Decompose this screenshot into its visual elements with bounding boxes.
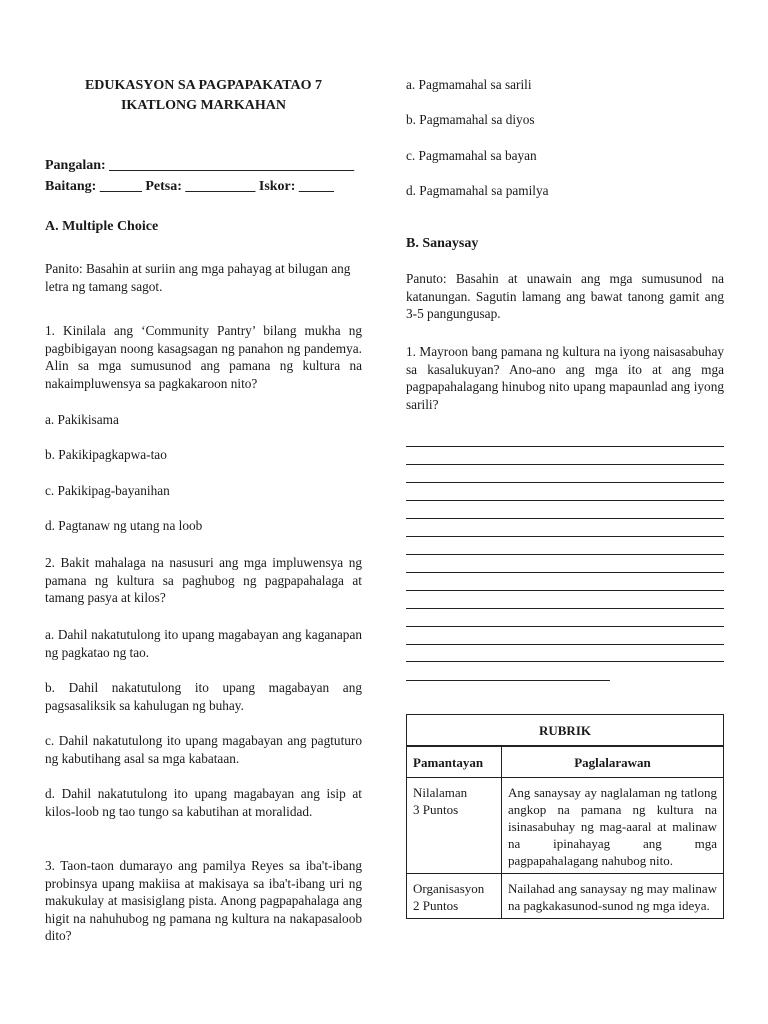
question-1-option-c: c. Pakikipag-bayanihan <box>45 483 170 498</box>
rubric-header-description: Paglalarawan <box>502 746 724 778</box>
answer-line <box>406 482 724 483</box>
answer-line <box>406 572 724 573</box>
section-a-instruction: Panito: Basahin at suriin ang mga pahayag at bilugan ang letra ng tamang sagot. <box>45 261 351 294</box>
answer-line <box>406 464 724 465</box>
rubric-title-row <box>407 715 724 747</box>
rubric-header-row <box>407 746 724 778</box>
answer-line <box>406 644 724 645</box>
rubric-criterion <box>407 874 502 919</box>
rubric-criterion-points: 2 Puntos <box>413 898 459 913</box>
rubric-row <box>407 874 724 919</box>
section-b-instruction: Panuto: Basahin at unawain ang mga sumusunod na katanungan. Sagutin lamang ang bawat tanong gamit ang 3-5 pangungusap. <box>406 271 724 321</box>
rubric-criterion-points: 3 Puntos <box>413 802 459 817</box>
question-2-option-b: b. Dahil nakatutulong ito upang magabayan ang pagsasaliksik sa kahulugan ng buhay. <box>45 680 362 713</box>
answer-line <box>406 518 724 519</box>
answer-line <box>406 608 724 609</box>
rubric-row <box>407 778 724 874</box>
answer-line <box>406 626 724 627</box>
rubric-criterion-name: Nilalaman <box>413 785 468 800</box>
rubric-criterion-name: Organisasyon <box>413 881 485 896</box>
rubric-criterion <box>407 778 502 874</box>
question-1-option-a: a. Pakikisama <box>45 412 119 427</box>
name-field: Pangalan: ___________________________________ <box>45 158 355 173</box>
question-2-option-a: a. Dahil nakatutulong ito upang magabayan ang kaganapan ng pagkatao ng tao. <box>45 627 362 660</box>
worksheet-title: EDUKASYON SA PAGPAPAKATAO 7 <box>84 78 323 93</box>
answer-line <box>406 554 724 555</box>
answer-line <box>406 536 724 537</box>
question-1-option-b: b. Pakikipagkapwa-tao <box>45 447 167 462</box>
question-3-option-b: b. Pagmamahal sa diyos <box>406 112 535 127</box>
question-2: 2. Bakit mahalaga na nasusuri ang mga impluwensya ng pamana ng kultura sa paghubog ng pagpapahalaga at tamang pasya at kilos? <box>45 555 362 605</box>
essay-question-1: 1. Mayroon bang pamana ng kultura na iyong naisasabuhay sa kasalukuyan? Ano-ano ang mga ito at ang mga pagpapahalagang hinubog nito upang mapaunlad ang iyong sarili? <box>406 344 724 412</box>
question-1: 1. Kinilala ang ‘Community Pantry’ bilang mukha ng pagbibigayan noong kasagsagan ng panahon ng pandemya. Alin sa mga sumusunod ang pamana ng kultura na nakaimpluwensya sa pagkakaroon nito? <box>45 323 362 391</box>
rubric-header-criteria: Pamantayan <box>407 746 502 778</box>
rubric-description: Nailahad ang sanaysay ng may malinaw na pagkakasunod-sunod ng mga ideya. <box>502 874 724 919</box>
answer-line <box>406 661 724 662</box>
worksheet-subtitle: IKATLONG MARKAHAN <box>120 98 287 113</box>
answer-line <box>406 590 724 591</box>
section-a-heading: A. Multiple Choice <box>45 219 159 234</box>
question-3-option-d: d. Pagmamahal sa pamilya <box>406 183 549 198</box>
question-2-option-d: d. Dahil nakatutulong ito upang magabayan ang isip at kilos-loob ng tao tungo sa kabutihan at moralidad. <box>45 786 362 819</box>
question-3-option-c: c. Pagmamahal sa bayan <box>406 148 537 163</box>
rubric-table <box>406 714 724 919</box>
answer-line <box>406 680 610 681</box>
question-2-option-c: c. Dahil nakatutulong ito upang magabayan ang pagtuturo ng kabutihang asal sa mga kabataan. <box>45 733 362 766</box>
grade-date-score-field: Baitang: ______ Petsa: __________ Iskor: _____ <box>45 179 334 194</box>
answer-line <box>406 446 724 447</box>
section-b-heading: B. Sanaysay <box>406 236 479 251</box>
rubric-description: Ang sanaysay ay naglalaman ng tatlong angkop na pamana ng kultura na isinasabuhay ng mag-aaral at malinaw na ipinahayag ang mga pagpapahalagang nahubog nito. <box>502 778 724 874</box>
question-3: 3. Taon-taon dumarayo ang pamilya Reyes sa iba't-ibang probinsya upang makiisa at makisaya sa iba't-ibang uri ng makukulay at masisiglang pista. Anong pagpapahalaga ang higit na nahuhubog ng pamana ng kultura na nakapasaloob dito? <box>45 858 362 943</box>
question-3-option-a: a. Pagmamahal sa sarili <box>406 77 532 92</box>
rubric-title: RUBRIK <box>407 715 724 747</box>
question-1-option-d: d. Pagtanaw ng utang na loob <box>45 518 203 533</box>
answer-line <box>406 500 724 501</box>
